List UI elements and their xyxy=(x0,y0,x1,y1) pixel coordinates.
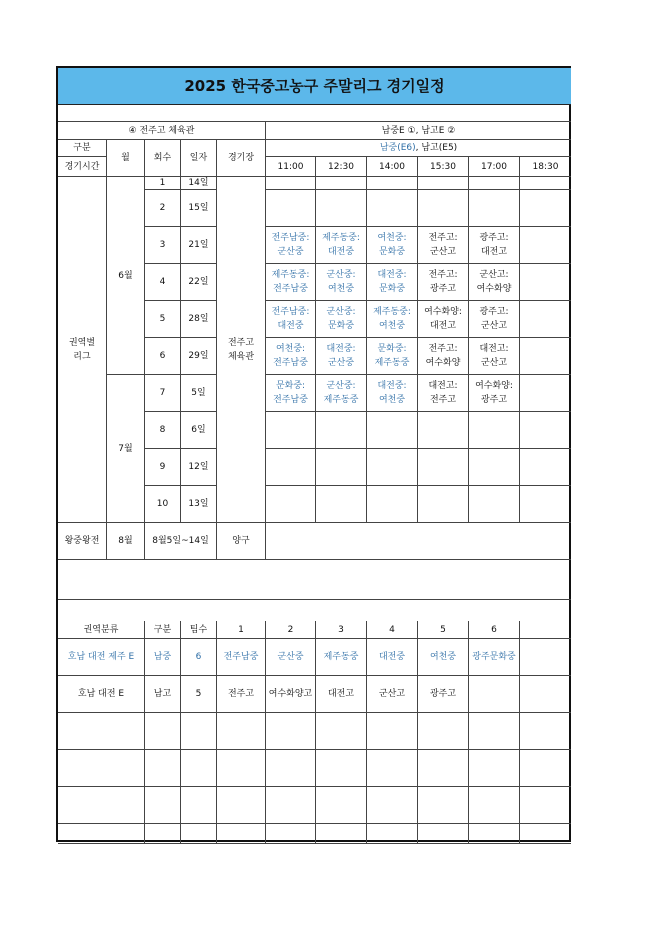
game-cell: 전주고: 군산고 xyxy=(418,227,469,264)
team-name xyxy=(469,787,520,824)
date-header: 일자 xyxy=(181,140,217,177)
game-cell: 여수화양: 대전고 xyxy=(418,301,469,338)
round-number: 6 xyxy=(145,338,181,375)
round-number: 2 xyxy=(145,190,181,227)
time-header: 17:00 xyxy=(469,157,520,177)
empty-game-cell xyxy=(266,449,316,486)
gubun-label: 구분 xyxy=(58,140,107,157)
team-name xyxy=(469,824,520,844)
team-name xyxy=(266,824,316,844)
game-cell: 제주동중: 전주남중 xyxy=(266,264,316,301)
team-division xyxy=(145,824,181,844)
empty-game-cell xyxy=(266,190,316,227)
team-name: 여수화양고 xyxy=(266,676,316,713)
empty-game-cell xyxy=(469,190,520,227)
empty-game-cell xyxy=(316,486,367,523)
team-name xyxy=(217,824,266,844)
team-count: 6 xyxy=(181,639,217,676)
empty-game-cell xyxy=(520,190,571,227)
team-table-header: 권역분류 xyxy=(58,621,145,639)
team-table-header: 4 xyxy=(367,621,418,639)
round-date: 21일 xyxy=(181,227,217,264)
team-name xyxy=(266,750,316,787)
division-header: 남중E ①, 남고E ② xyxy=(266,122,571,140)
empty-game-cell xyxy=(418,449,469,486)
round-date: 22일 xyxy=(181,264,217,301)
team-name xyxy=(316,750,367,787)
game-time-label: 경기시간 xyxy=(58,157,107,177)
team-name: 전주남중 xyxy=(217,639,266,676)
time-header: 18:30 xyxy=(520,157,571,177)
round-date: 15일 xyxy=(181,190,217,227)
game-cell: 대전고: 전주고 xyxy=(418,375,469,412)
round-number: 8 xyxy=(145,412,181,449)
team-name: 군산중 xyxy=(266,639,316,676)
empty-game-cell xyxy=(520,412,571,449)
spacer-row xyxy=(58,560,571,600)
team-name xyxy=(266,713,316,750)
team-table-header: 6 xyxy=(469,621,520,639)
empty-game-cell xyxy=(520,486,571,523)
team-table-margin xyxy=(520,713,571,750)
team-name xyxy=(469,713,520,750)
team-table-header: 구분 xyxy=(145,621,181,639)
team-name xyxy=(418,750,469,787)
empty-game-cell xyxy=(418,412,469,449)
division-subheader xyxy=(266,140,571,157)
team-name xyxy=(316,787,367,824)
team-table-margin xyxy=(520,750,571,787)
team-name xyxy=(316,713,367,750)
empty-game-cell xyxy=(266,486,316,523)
team-name: 광주고 xyxy=(418,676,469,713)
game-cell: 대전중: 문화중 xyxy=(367,264,418,301)
team-name: 광주문화중 xyxy=(469,639,520,676)
empty-game-cell xyxy=(367,486,418,523)
team-division: 남중 xyxy=(145,639,181,676)
round-number: 4 xyxy=(145,264,181,301)
team-table-header: 3 xyxy=(316,621,367,639)
division-sub-boys-high: , 남고(E5) xyxy=(415,143,458,153)
empty-game-cell xyxy=(367,190,418,227)
team-name: 여천중 xyxy=(418,639,469,676)
team-count xyxy=(181,787,217,824)
empty-game-cell xyxy=(520,264,571,301)
round-header: 회수 xyxy=(145,140,181,177)
champ-label: 왕중왕전 xyxy=(58,523,107,560)
team-name xyxy=(418,824,469,844)
time-header: 11:00 xyxy=(266,157,316,177)
empty-game-cell xyxy=(469,177,520,190)
team-name xyxy=(217,787,266,824)
team-region: 호남 대전 E xyxy=(58,676,145,713)
team-count xyxy=(181,824,217,844)
champ-date: 8월5일~14일 xyxy=(145,523,217,560)
empty-game-cell xyxy=(520,338,571,375)
empty-game-cell xyxy=(367,449,418,486)
game-cell: 군산중: 문화중 xyxy=(316,301,367,338)
team-name xyxy=(418,787,469,824)
month-header: 월 xyxy=(107,140,145,177)
empty-game-cell xyxy=(266,177,316,190)
empty-game-cell xyxy=(367,412,418,449)
round-number: 3 xyxy=(145,227,181,264)
game-cell: 광주고: 대전고 xyxy=(469,227,520,264)
empty-game-cell xyxy=(520,449,571,486)
champ-month: 8월 xyxy=(107,523,145,560)
team-table-margin xyxy=(520,787,571,824)
round-date: 6일 xyxy=(181,412,217,449)
champ-empty xyxy=(266,523,571,560)
team-table-header: 5 xyxy=(418,621,469,639)
league-label: 권역별 리그 xyxy=(58,177,107,523)
round-date: 14일 xyxy=(181,177,217,190)
spacer-row xyxy=(58,105,571,122)
venue-col-header: 경기장 xyxy=(217,140,266,177)
time-header: 14:00 xyxy=(367,157,418,177)
game-cell: 제주동중: 여천중 xyxy=(367,301,418,338)
empty-game-cell xyxy=(418,177,469,190)
empty-game-cell xyxy=(520,177,571,190)
month-july: 7월 xyxy=(107,375,145,523)
game-cell: 군산고: 여수화양 xyxy=(469,264,520,301)
month-june: 6월 xyxy=(107,177,145,375)
round-date: 5일 xyxy=(181,375,217,412)
team-name xyxy=(367,750,418,787)
round-number: 9 xyxy=(145,449,181,486)
game-cell: 대전고: 군산고 xyxy=(469,338,520,375)
empty-game-cell xyxy=(316,449,367,486)
team-division xyxy=(145,713,181,750)
team-region xyxy=(58,824,145,844)
team-region: 호남 대전 제주 E xyxy=(58,639,145,676)
team-region xyxy=(58,750,145,787)
empty-game-cell xyxy=(316,190,367,227)
game-cell: 전주고: 광주고 xyxy=(418,264,469,301)
round-number: 10 xyxy=(145,486,181,523)
team-region xyxy=(58,787,145,824)
game-cell: 대전중: 군산중 xyxy=(316,338,367,375)
empty-game-cell xyxy=(418,190,469,227)
team-table-margin xyxy=(520,824,571,844)
game-cell: 전주남중: 대전중 xyxy=(266,301,316,338)
team-count: 5 xyxy=(181,676,217,713)
game-cell: 군산중: 여천중 xyxy=(316,264,367,301)
venue-name: 전주고 체육관 xyxy=(217,177,266,523)
team-name xyxy=(266,787,316,824)
game-cell: 제주동중: 대전중 xyxy=(316,227,367,264)
empty-game-cell xyxy=(316,177,367,190)
team-name xyxy=(367,824,418,844)
team-name xyxy=(418,713,469,750)
game-cell: 문화중: 제주동중 xyxy=(367,338,418,375)
empty-game-cell xyxy=(266,412,316,449)
team-table-header: 2 xyxy=(266,621,316,639)
game-cell: 여수화양: 광주고 xyxy=(469,375,520,412)
round-number: 7 xyxy=(145,375,181,412)
team-region xyxy=(58,713,145,750)
empty-game-cell xyxy=(469,412,520,449)
team-name xyxy=(217,713,266,750)
game-cell: 대전중: 여천중 xyxy=(367,375,418,412)
schedule-sheet xyxy=(56,66,571,842)
team-name: 대전고 xyxy=(316,676,367,713)
team-division xyxy=(145,750,181,787)
team-name xyxy=(217,750,266,787)
team-division xyxy=(145,787,181,824)
team-table-header: 1 xyxy=(217,621,266,639)
round-date: 13일 xyxy=(181,486,217,523)
team-name: 제주동중 xyxy=(316,639,367,676)
page-title: 2025 한국중고농구 주말리그 경기일정 xyxy=(58,68,571,105)
round-number: 5 xyxy=(145,301,181,338)
game-cell: 여천중: 전주남중 xyxy=(266,338,316,375)
empty-game-cell xyxy=(418,486,469,523)
team-name xyxy=(469,676,520,713)
game-cell: 전주고: 여수화양 xyxy=(418,338,469,375)
team-name: 대전중 xyxy=(367,639,418,676)
game-cell: 전주남중: 군산중 xyxy=(266,227,316,264)
team-name: 전주고 xyxy=(217,676,266,713)
team-table-header: 팀수 xyxy=(181,621,217,639)
team-name xyxy=(367,787,418,824)
team-name xyxy=(316,824,367,844)
game-cell: 군산중: 제주동중 xyxy=(316,375,367,412)
empty-game-cell xyxy=(469,486,520,523)
division-sub-boys-middle: 남중(E6) xyxy=(379,143,416,153)
time-header: 12:30 xyxy=(316,157,367,177)
empty-game-cell xyxy=(469,449,520,486)
team-table-margin xyxy=(520,639,571,676)
champ-venue: 양구 xyxy=(217,523,266,560)
round-date: 29일 xyxy=(181,338,217,375)
team-division: 남고 xyxy=(145,676,181,713)
round-number: 1 xyxy=(145,177,181,190)
team-count xyxy=(181,750,217,787)
game-cell: 광주고: 군산고 xyxy=(469,301,520,338)
team-count xyxy=(181,713,217,750)
round-date: 12일 xyxy=(181,449,217,486)
empty-game-cell xyxy=(520,227,571,264)
time-header: 15:30 xyxy=(418,157,469,177)
empty-game-cell xyxy=(367,177,418,190)
round-date: 28일 xyxy=(181,301,217,338)
team-table-margin xyxy=(520,621,571,639)
team-name: 군산고 xyxy=(367,676,418,713)
venue-header: ④ 전주고 체육관 xyxy=(58,122,266,140)
game-cell: 문화중: 전주남중 xyxy=(266,375,316,412)
team-name xyxy=(469,750,520,787)
empty-game-cell xyxy=(316,412,367,449)
empty-game-cell xyxy=(520,375,571,412)
team-name xyxy=(367,713,418,750)
game-cell: 여천중: 문화중 xyxy=(367,227,418,264)
empty-game-cell xyxy=(520,301,571,338)
team-table-margin xyxy=(520,676,571,713)
